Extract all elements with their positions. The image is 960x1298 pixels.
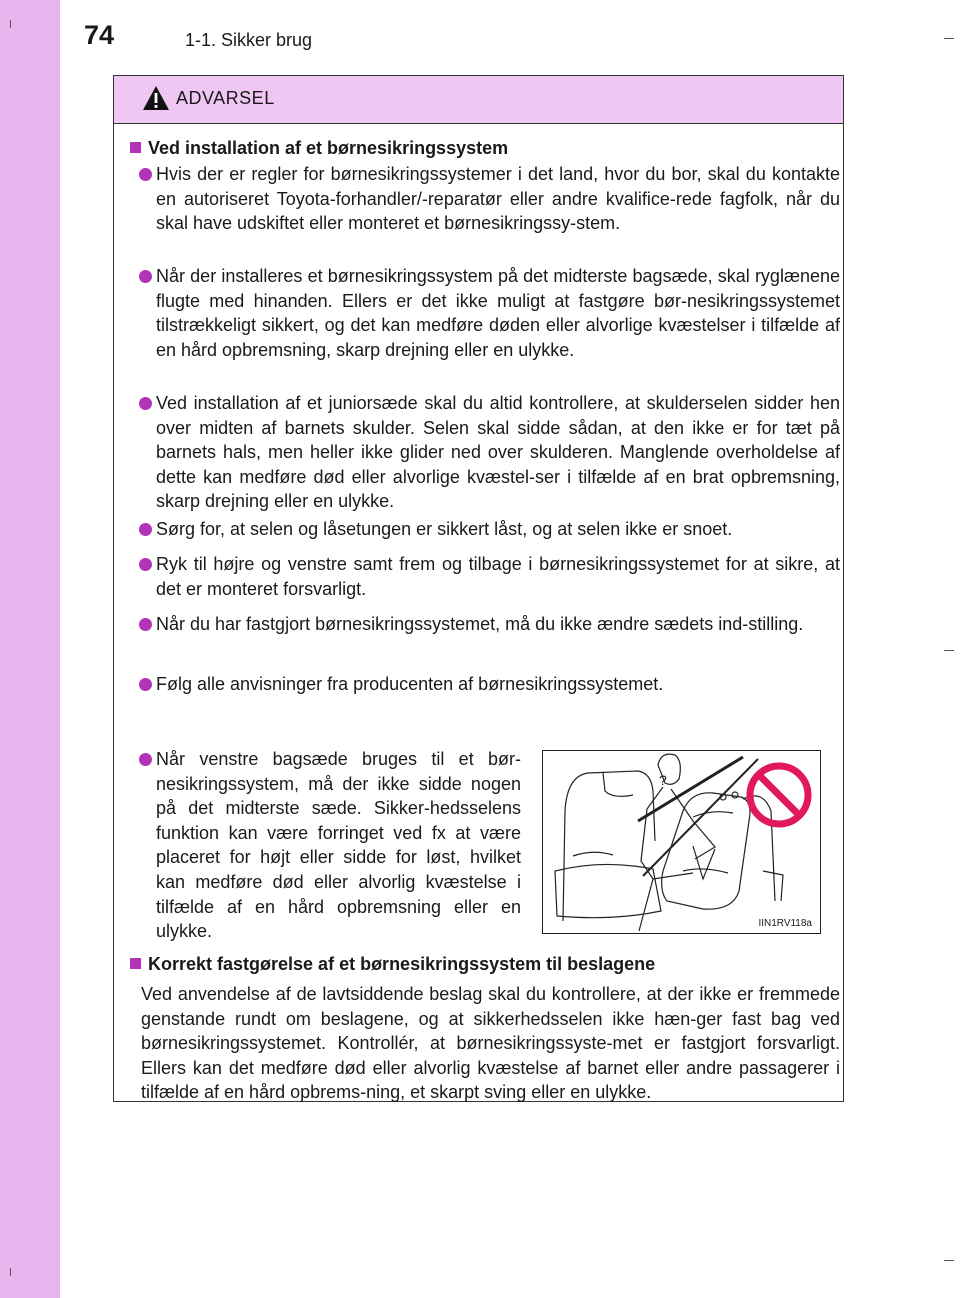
section-title: 1-1. Sikker brug [185, 30, 313, 50]
crop-mark [944, 650, 954, 651]
bullet-item [156, 672, 840, 697]
bullet-text: Når du har fastgjort børnesikringssystemet, må du ikke ændre sædets ind-stilling. [156, 614, 804, 634]
square-bullet-icon [130, 958, 141, 969]
section-heading-text: Korrekt fastgørelse af et børnesikringssystem til beslagene [148, 954, 656, 974]
section-paragraph: Ved anvendelse af de lavtsiddende beslag skal du kontrollere, at der ikke er fremmede genstande rundt om beslagene, og at sikkerhedsselen ikke hæn-ger fast bag ved børnesikringssystemet. Kontrollér, at børnesikringssyste-met er fastgjort forsvarligt. Ellers kan det medføre død eller alvorlig kvæstelse af barnet eller andre passagerer i tilfælde af en hård opbrems-ning, et skarpt sving eller en ulykke. [141, 984, 840, 1103]
crop-mark [10, 1268, 11, 1276]
bullet-dot-icon [139, 558, 152, 571]
warning-header [114, 76, 843, 124]
bullet-text: Ved installation af et juniorsæde skal du altid kontrollere, at skulderselen sidder hen over midten af barnets skulder. Selen skal sidde sådan, at den ikke er for tæt på barnets hals, men heller ikke glider ned over skulderen. Manglende overholdelse af dette kan medføre død eller alvorlige kvæstel-ser i tilfælde af en brat opbremsning, skarp drejning eller en ulykke. [156, 393, 840, 512]
svg-text:?: ? [659, 772, 667, 788]
bullet-item [156, 391, 840, 514]
bullet-text: Ryk til højre og venstre samt frem og tilbage i børnesikringssystemet for at sikre, at det er monteret forsvarligt. [156, 554, 840, 599]
warning-triangle-icon [142, 85, 170, 111]
bullet-item [156, 162, 840, 236]
bullet-dot-icon [139, 523, 152, 536]
crop-mark [944, 38, 954, 39]
bullet-item [156, 552, 840, 601]
page-number: 74 [84, 20, 115, 50]
bullet-dot-icon [139, 270, 152, 283]
child-seat-drawing [543, 751, 820, 933]
child-seat-illustration [542, 750, 821, 934]
crop-mark [944, 1260, 954, 1261]
bullet-dot-icon [139, 397, 152, 410]
bullet-text: Når der installeres et børnesikringssystem på det midterste bagsæde, skal ryglænene flugte med hinanden. Ellers er det ikke muligt at fastgøre bør-nesikringssystemet tilstrækkeligt sikkert, og det kan medføre døden eller alvorlige kvæstelser i tilfælde af en hård opbremsning, skarp drejning eller en ulykke. [156, 266, 840, 360]
section-heading [130, 954, 655, 975]
bullet-text: Hvis der er regler for børnesikringssystemer i det land, hvor du bor, skal du kontakte en autoriseret Toyota-forhandler/-reparatør eller andre kvalifice-rede fagfolk, når du skal have udskiftet eller monteret et børnesikringssy-stem. [156, 164, 840, 234]
crop-mark [10, 20, 11, 28]
bullet-dot-icon [139, 618, 152, 631]
warning-box [113, 75, 844, 1102]
section-heading [130, 138, 508, 159]
figure-code: IIN1RV118a [758, 918, 812, 929]
bullet-text: Når venstre bagsæde bruges til et bør-nesikringssystem, må der ikke sidde nogen på det midterste sæde. Sikker-hedsselens funktion kan være forringet ved fx at være placeret for højt eller sidde for løst, hvilket kan medføre død eller alvorlig kvæstelse i tilfælde af en hård opbremsning eller en ulykke. [156, 749, 521, 942]
square-bullet-icon [130, 142, 141, 153]
warning-label: ADVARSEL [176, 88, 275, 108]
bullet-item [156, 517, 840, 542]
section-heading-text: Ved installation af et børnesikringssystem [148, 138, 509, 158]
bullet-text: Følg alle anvisninger fra producenten af børnesikringssystemet. [156, 674, 664, 694]
bullet-item [156, 264, 840, 362]
bullet-dot-icon [139, 753, 152, 766]
side-tab-strip [0, 0, 60, 1298]
bullet-dot-icon [139, 168, 152, 181]
bullet-item [156, 747, 521, 944]
bullet-item [156, 612, 840, 637]
bullet-text: Sørg for, at selen og låsetungen er sikkert låst, og at selen ikke er snoet. [156, 519, 733, 539]
bullet-dot-icon [139, 678, 152, 691]
